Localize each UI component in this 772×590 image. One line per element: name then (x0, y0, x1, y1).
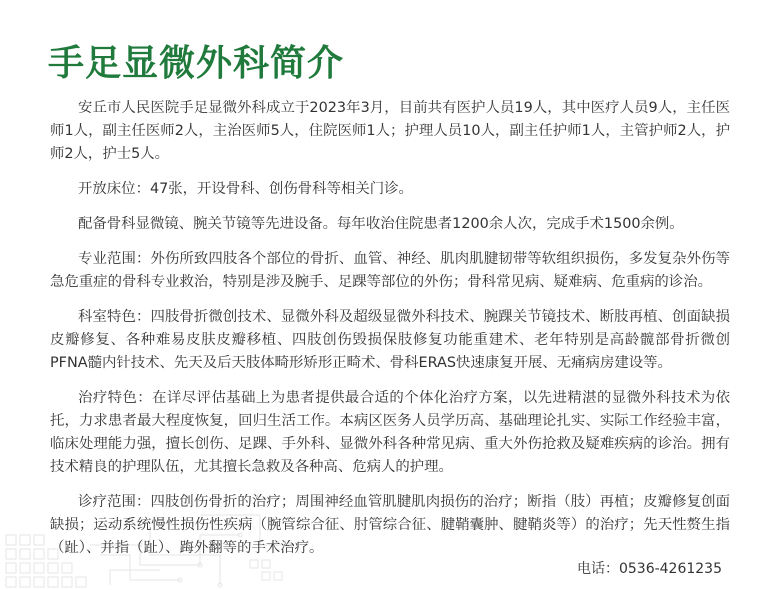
page-title: 手足显微外科简介 (48, 43, 345, 84)
intro-body (50, 97, 730, 572)
paragraph-equipment: 配备骨科显微镜、腕关节镜等先进设备。每年收治住院患者1200余人次，完成手术1500余例。 (78, 216, 684, 232)
paragraph-scope: 专业范围：外伤所致四肢各个部位的骨折、血管、神经、肌肉肌腱韧带等软组织损伤，多发复杂外伤等急危重症的骨科专业救治，特别是涉及腕手、足踝等部位的外伤；骨科常见病、疑难病、危重病的诊治。 (50, 251, 730, 290)
phone-number: 电话：0536-4261235 (576, 561, 722, 577)
paragraph-treatment-features: 治疗特色：在详尽评估基础上为患者提供最合适的个体化治疗方案，以先进精湛的显微外科技术为依托，力求患者最大程度恢复，回归生活工作。本病区医务人员学历高、基础理论扎实、实际工作经验丰富，临床处理能力强，擅长创伤、足踝、手外科、显微外科各种常见病、重大外伤抢救及疑难疾病的诊治。拥有技术精良的护理队伍，尤其擅长急救及各种高、危病人的护理。 (50, 390, 730, 475)
paragraph-staff: 安丘市人民医院手足显微外科成立于2023年3月，目前共有医护人员19人，其中医疗人员9人，主任医师1人，副主任医师2人，主治医师5人，住院医师1人；护理人员10人，副主任护师1人，主管护师2人，护师2人，护士5人。 (50, 100, 730, 162)
paragraph-treatment-scope: 诊疗范围：四肢创伤骨折的治疗；周围神经血管肌腱肌肉损伤的治疗；断指（肢）再植；皮瓣修复创面缺损；运动系统慢性损伤性疾病（腕管综合征、肘管综合征、腱鞘囊肿、腱鞘炎等）的治疗；先天性赘生指（趾）、并指（趾）、踇外翻等的手术治疗。 (50, 494, 730, 556)
paragraph-department-features: 科室特色：四肢骨折微创技术、显微外科及超级显微外科技术、腕踝关节镜技术、断肢再植、创面缺损皮瓣修复、各种难易皮肤皮瓣移植、四肢创伤毁损保肢修复功能重建术、老年特别是高龄髋部骨折微创PFNA髓内针技术、先天及后天肢体畸形矫形正畸术、骨科ERAS快速康复开展、无痛病房建设等。 (50, 309, 730, 371)
paragraph-beds: 开放床位：47张，开设骨科、创伤骨科等相关门诊。 (78, 181, 413, 197)
